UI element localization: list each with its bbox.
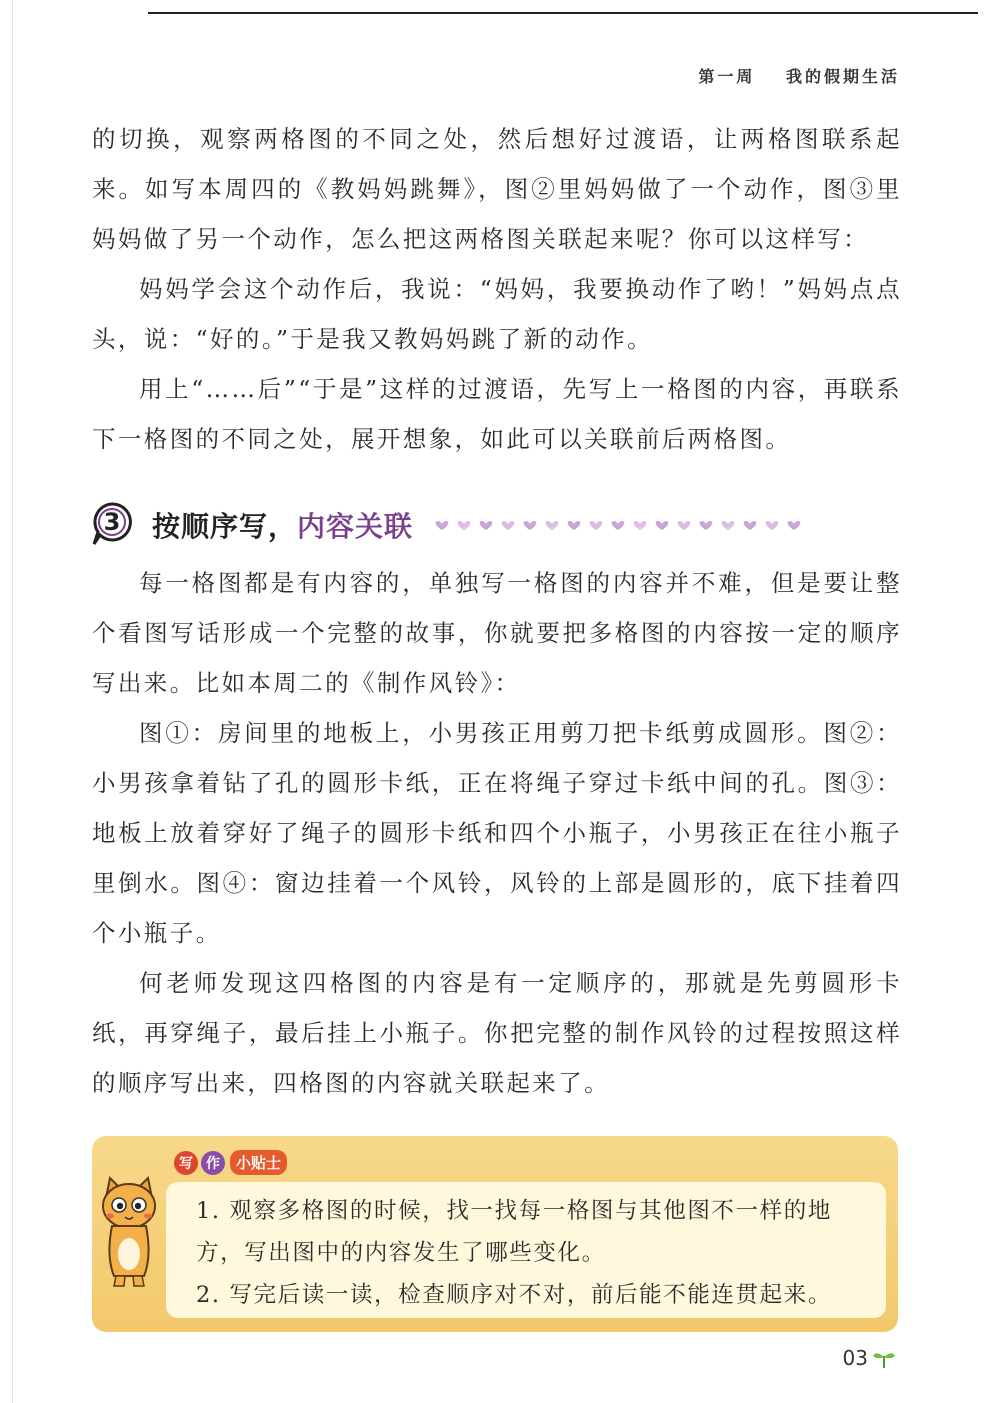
tips-title (174, 1150, 287, 1175)
section-heading (92, 498, 902, 552)
section-title (152, 505, 413, 545)
heart-mark (563, 519, 585, 531)
heart-mark (585, 519, 607, 531)
paragraph: 妈妈学会这个动作后，我说：“妈妈，我要换动作了哟！”妈妈点点头，说：“好的。”于是我又教妈妈跳了新的动作。 (92, 275, 902, 353)
speech-badge-icon (92, 502, 138, 548)
tips-content (166, 1182, 886, 1318)
paragraph: 的切换，观察两格图的不同之处，然后想好过渡语，让两格图联系起来。如写本周四的《教妈妈跳舞》，图②里妈妈做了一个动作，图③里妈妈做了另一个动作，怎么把这两格图关联起来呢？你可以这样写： (92, 125, 902, 253)
section-title-main: 按顺序写， (152, 510, 298, 543)
header-week: 第一周 (698, 67, 756, 86)
section-1-text (92, 114, 902, 464)
heart-mark (673, 519, 695, 531)
running-header (698, 64, 900, 87)
heart-mark (453, 519, 475, 531)
heart-mark (651, 519, 673, 531)
tips-title-rest: 小贴士 (230, 1150, 287, 1175)
heart-mark (431, 519, 453, 531)
heart-mark (761, 519, 783, 531)
heart-mark (739, 519, 761, 531)
heart-mark (629, 519, 651, 531)
header-title: 我的假期生活 (785, 67, 900, 86)
section-2-text (92, 558, 902, 1108)
top-rule (148, 12, 978, 14)
section-title-accent: 内容关联 (297, 510, 414, 543)
heart-divider-icon (431, 519, 805, 531)
tips-title-char: 写 (174, 1151, 198, 1175)
heart-mark (717, 519, 739, 531)
paragraph: 图①：房间里的地板上，小男孩正用剪刀把卡纸剪成圆形。图②：小男孩拿着钻了孔的圆形卡纸，正在将绳子穿过卡纸中间的孔。图③：地板上放着穿好了绳子的圆形卡纸和四个小瓶子，小男孩正在往小瓶子里倒水。图④：窗边挂着一个风铃，风铃的上部是圆形的，底下挂着四个小瓶子。 (92, 719, 902, 947)
writing-tips-box (92, 1136, 898, 1332)
heart-mark (475, 519, 497, 531)
sprout-icon (872, 1348, 896, 1372)
heart-mark (695, 519, 717, 531)
cat-mascot-icon (98, 1176, 160, 1292)
paragraph: 用上“……后”“于是”这样的过渡语，先写上一格图的内容，再联系下一格图的不同之处，展开想象，如此可以关联前后两格图。 (92, 375, 902, 453)
page-number: 03 (842, 1346, 868, 1370)
section-number: 3 (103, 508, 121, 536)
page-edge (12, 0, 13, 1403)
paragraph: 每一格图都是有内容的，单独写一格图的内容并不难，但是要让整个看图写话形成一个完整的故事，你就要把多格图的内容按一定的顺序写出来。比如本周二的《制作风铃》： (92, 569, 902, 697)
tip-item: 2. 写完后读一读，检查顺序对不对，前后能不能连贯起来。 (196, 1282, 832, 1308)
heart-mark (607, 519, 629, 531)
heart-mark (783, 519, 805, 531)
tip-item: 1. 观察多格图的时候，找一找每一格图与其他图不一样的地方，写出图中的内容发生了哪些变化。 (196, 1198, 832, 1266)
paragraph: 何老师发现这四格图的内容是有一定顺序的，那就是先剪圆形卡纸，再穿绳子，最后挂上小瓶子。你把完整的制作风铃的过程按照这样的顺序写出来，四格图的内容就关联起来了。 (92, 969, 902, 1097)
tips-title-char: 作 (201, 1151, 225, 1175)
heart-mark (497, 519, 519, 531)
heart-mark (541, 519, 563, 531)
heart-mark (519, 519, 541, 531)
